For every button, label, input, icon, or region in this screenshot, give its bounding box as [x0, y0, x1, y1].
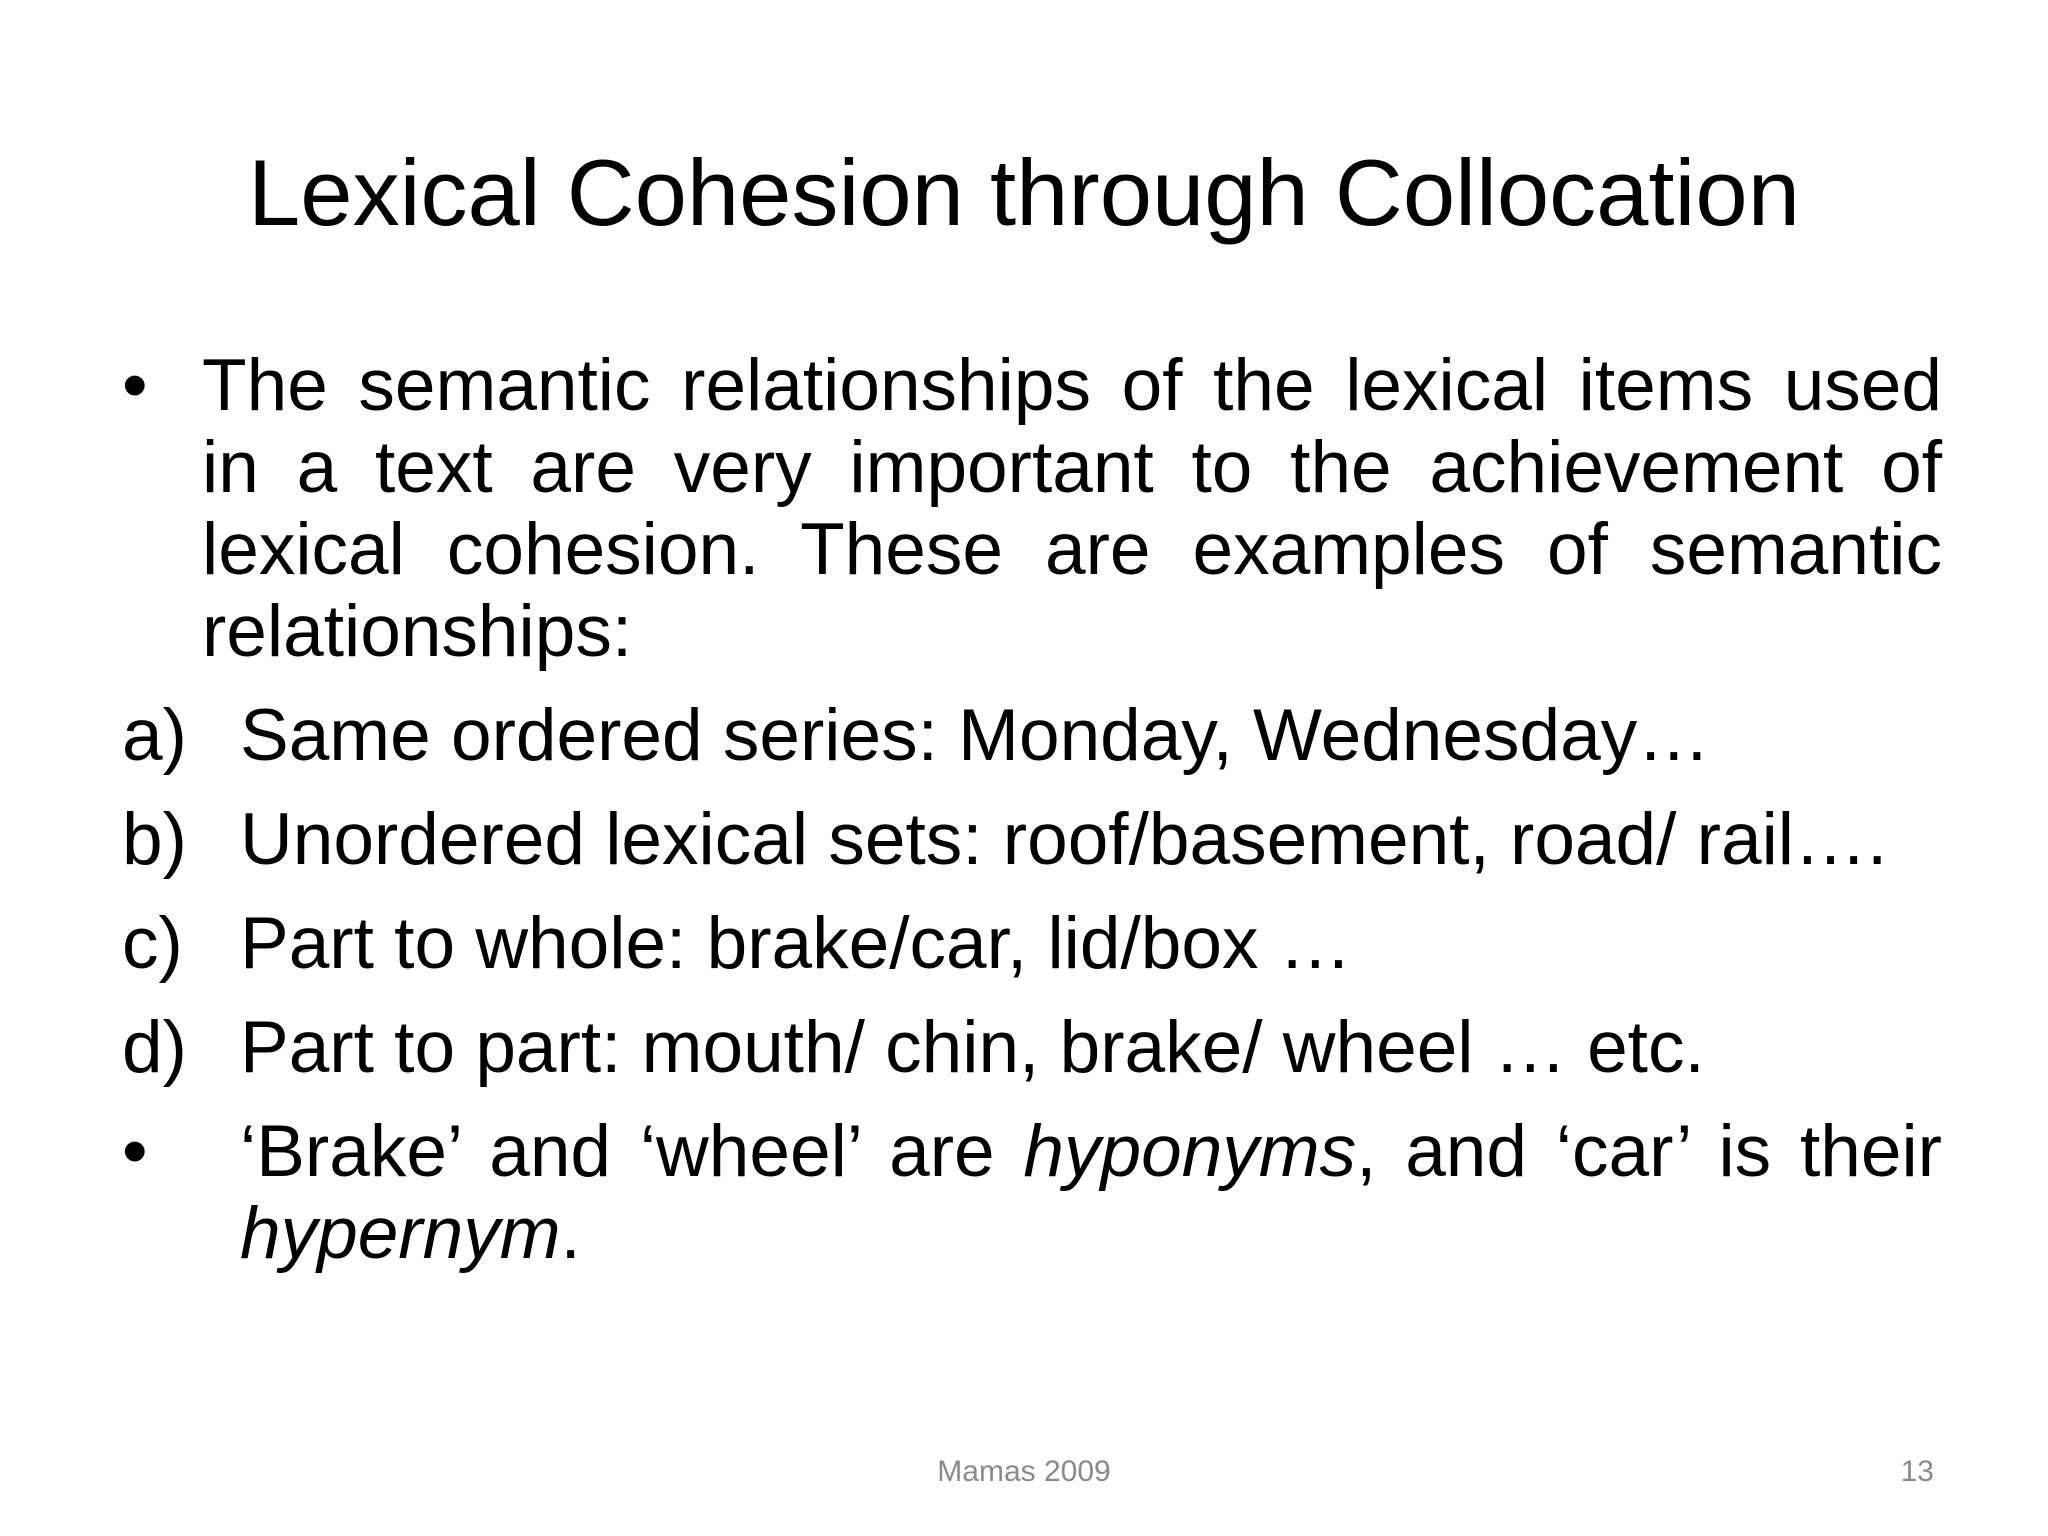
list-marker: c): [122, 903, 183, 984]
bullet-marker: •: [122, 345, 148, 426]
list-item-b: [122, 799, 1942, 881]
list-marker: b): [122, 799, 187, 880]
note-text-part: ‘Brake’ and ‘wheel’ are: [240, 1111, 1024, 1192]
list-item-c: [122, 903, 1942, 985]
page-number: 13: [1900, 1455, 1934, 1488]
slide-body: [122, 345, 1942, 1297]
list-marker: d): [122, 1007, 187, 1088]
list-marker: a): [122, 695, 187, 776]
intro-bullet: [122, 345, 1942, 673]
list-item-text: Part to whole: brake/car, lid/box …: [240, 903, 1352, 984]
term-hypernym: hypernym: [240, 1193, 561, 1274]
term-hyponyms: hyponyms: [1023, 1111, 1357, 1192]
note-text-part: , and ‘car’ is their: [1356, 1111, 1942, 1192]
list-item-a: [122, 695, 1942, 777]
slide-title: Lexical Cohesion through Collocation: [248, 140, 1800, 245]
list-item-text: Unordered lexical sets: roof/basement, road/ rail….: [240, 799, 1888, 880]
note-bullet: [122, 1111, 1942, 1275]
intro-text: The semantic relationships of the lexical items used in a text are very important to the achievement of lexical cohesion. These are examples of semantic relationships:: [202, 345, 1942, 672]
list-item-text: Part to part: mouth/ chin, brake/ wheel … etc.: [240, 1007, 1705, 1088]
note-text: [240, 1111, 1942, 1275]
list-item-d: [122, 1007, 1942, 1089]
footer-author: Mamas 2009: [937, 1455, 1111, 1488]
bullet-marker: •: [122, 1111, 148, 1192]
note-text-part: .: [560, 1193, 581, 1274]
list-item-text: Same ordered series: Monday, Wednesday…: [240, 695, 1711, 776]
